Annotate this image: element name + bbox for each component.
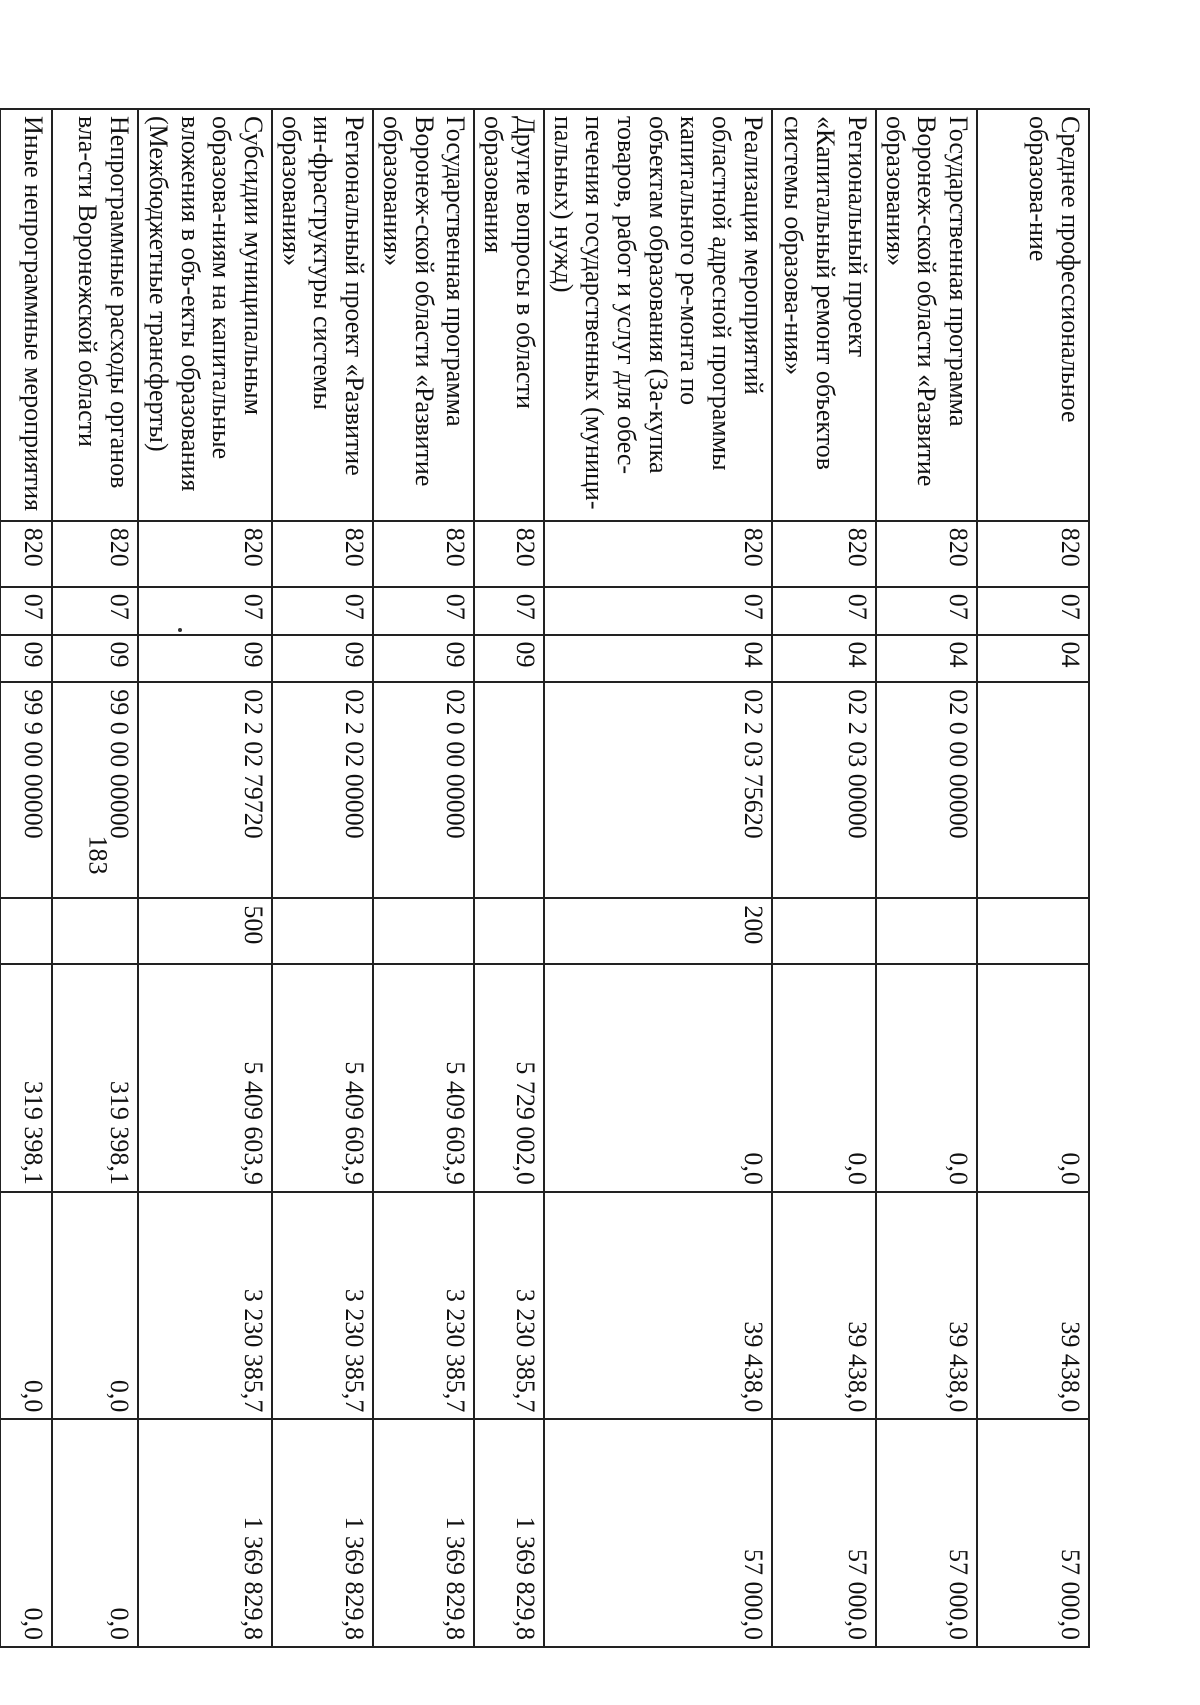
cell-expense-type <box>52 898 138 964</box>
cell-target-article: 99 9 00 00000 <box>0 682 52 898</box>
cell-name: Государственная программа Воронеж-ской области «Развитие образования» <box>373 109 474 521</box>
table-row <box>977 109 1089 1647</box>
cell-amount-2: 39 438,0 <box>544 1192 772 1420</box>
cell-name: Субсидии муниципальным образова-ниям на капитальные вложения в объ-екты образования (Межбюджетные трансферты) <box>138 109 272 521</box>
cell-subsection: 04 <box>876 635 977 683</box>
cell-amount-2: 3 230 385,7 <box>373 1192 474 1420</box>
cell-amount-2: 39 438,0 <box>977 1192 1089 1420</box>
cell-amount-1: 0,0 <box>772 964 876 1192</box>
cell-amount-3: 57 000,0 <box>772 1419 876 1647</box>
budget-table <box>0 108 1090 1648</box>
cell-amount-1: 5 409 603,9 <box>138 964 272 1192</box>
cell-amount-1: 5 729 002,0 <box>474 964 543 1192</box>
cell-name: Региональный проект «Развитие ин-фраструктуры системы образования» <box>272 109 373 521</box>
cell-target-article: 99 0 00 00000 <box>52 682 138 898</box>
cell-amount-3: 1 369 829,8 <box>373 1419 474 1647</box>
table-row <box>876 109 977 1647</box>
cell-subsection: 09 <box>52 635 138 683</box>
cell-expense-type <box>772 898 876 964</box>
cell-section: 07 <box>373 587 474 635</box>
cell-amount-1: 319 398,1 <box>0 964 52 1192</box>
cell-target-article: 02 2 03 00000 <box>772 682 876 898</box>
cell-name: Другие вопросы в области образования <box>474 109 543 521</box>
cell-amount-3: 1 369 829,8 <box>474 1419 543 1647</box>
cell-grbs: 820 <box>474 521 543 587</box>
cell-grbs: 820 <box>52 521 138 587</box>
cell-target-article: 02 0 00 00000 <box>876 682 977 898</box>
cell-amount-1: 0,0 <box>544 964 772 1192</box>
cell-expense-type <box>977 898 1089 964</box>
cell-subsection: 09 <box>272 635 373 683</box>
cell-subsection: 04 <box>977 635 1089 683</box>
cell-expense-type: 200 <box>544 898 772 964</box>
cell-name: Среднее профессиональное образова-ние <box>977 109 1089 521</box>
cell-target-article <box>474 682 543 898</box>
page-number: 183 <box>83 835 113 875</box>
cell-target-article: 02 2 02 79720 <box>138 682 272 898</box>
cell-target-article <box>977 682 1089 898</box>
cell-amount-1: 0,0 <box>977 964 1089 1192</box>
table-row <box>138 109 272 1647</box>
cell-amount-3: 0,0 <box>0 1419 52 1647</box>
cell-expense-type <box>272 898 373 964</box>
cell-amount-2: 3 230 385,7 <box>138 1192 272 1420</box>
cell-expense-type <box>474 898 543 964</box>
cell-expense-type <box>0 898 52 964</box>
cell-section: 07 <box>138 587 272 635</box>
cell-expense-type <box>876 898 977 964</box>
cell-target-article: 02 2 02 00000 <box>272 682 373 898</box>
table-body <box>0 109 1089 1647</box>
cell-subsection: 09 <box>138 635 272 683</box>
cell-name: Реализация мероприятий областной адресной программы капитального ре-монта по объектам образования (За-купка товаров, работ и услуг для обес-печения государственных (муници-пальных) нужд) <box>544 109 772 521</box>
cell-amount-2: 39 438,0 <box>876 1192 977 1420</box>
table-row <box>0 109 52 1647</box>
cell-expense-type <box>373 898 474 964</box>
cell-grbs: 820 <box>0 521 52 587</box>
cell-section: 07 <box>876 587 977 635</box>
cell-amount-2: 0,0 <box>0 1192 52 1420</box>
cell-section: 07 <box>772 587 876 635</box>
cell-grbs: 820 <box>272 521 373 587</box>
cell-amount-2: 0,0 <box>52 1192 138 1420</box>
cell-section: 07 <box>0 587 52 635</box>
cell-expense-type: 500 <box>138 898 272 964</box>
cell-amount-3: 1 369 829,8 <box>272 1419 373 1647</box>
cell-target-article: 02 0 00 00000 <box>373 682 474 898</box>
cell-grbs: 820 <box>977 521 1089 587</box>
cell-amount-3: 57 000,0 <box>876 1419 977 1647</box>
cell-amount-2: 39 438,0 <box>772 1192 876 1420</box>
cell-amount-3: 0,0 <box>52 1419 138 1647</box>
table-row <box>544 109 772 1647</box>
cell-subsection: 04 <box>772 635 876 683</box>
cell-section: 07 <box>474 587 543 635</box>
cell-subsection: 04 <box>544 635 772 683</box>
cell-name: Региональный проект «Капитальный ремонт объектов системы образова-ния» <box>772 109 876 521</box>
cell-subsection: 09 <box>0 635 52 683</box>
table-row <box>272 109 373 1647</box>
cell-section: 07 <box>272 587 373 635</box>
cell-grbs: 820 <box>544 521 772 587</box>
cell-subsection: 09 <box>373 635 474 683</box>
cell-amount-3: 57 000,0 <box>544 1419 772 1647</box>
cell-name: Непрограммные расходы органов вла-сти Воронежской области <box>52 109 138 521</box>
table-row <box>52 109 138 1647</box>
cell-amount-1: 319 398,1 <box>52 964 138 1192</box>
cell-amount-1: 0,0 <box>876 964 977 1192</box>
table-row <box>474 109 543 1647</box>
cell-section: 07 <box>52 587 138 635</box>
cell-amount-2: 3 230 385,7 <box>474 1192 543 1420</box>
cell-subsection: 09 <box>474 635 543 683</box>
cell-amount-3: 57 000,0 <box>977 1419 1089 1647</box>
cell-amount-3: 1 369 829,8 <box>138 1419 272 1647</box>
table-row <box>772 109 876 1647</box>
cell-section: 07 <box>977 587 1089 635</box>
scan-speck <box>178 628 182 632</box>
cell-section: 07 <box>544 587 772 635</box>
cell-amount-1: 5 409 603,9 <box>373 964 474 1192</box>
cell-name: Иные непрограммные мероприятия <box>0 109 52 521</box>
cell-grbs: 820 <box>373 521 474 587</box>
table-row <box>373 109 474 1647</box>
cell-target-article: 02 2 03 75620 <box>544 682 772 898</box>
cell-amount-1: 5 409 603,9 <box>272 964 373 1192</box>
cell-grbs: 820 <box>772 521 876 587</box>
cell-name: Государственная программа Воронеж-ской области «Развитие образования» <box>876 109 977 521</box>
cell-grbs: 820 <box>876 521 977 587</box>
cell-grbs: 820 <box>138 521 272 587</box>
cell-amount-2: 3 230 385,7 <box>272 1192 373 1420</box>
